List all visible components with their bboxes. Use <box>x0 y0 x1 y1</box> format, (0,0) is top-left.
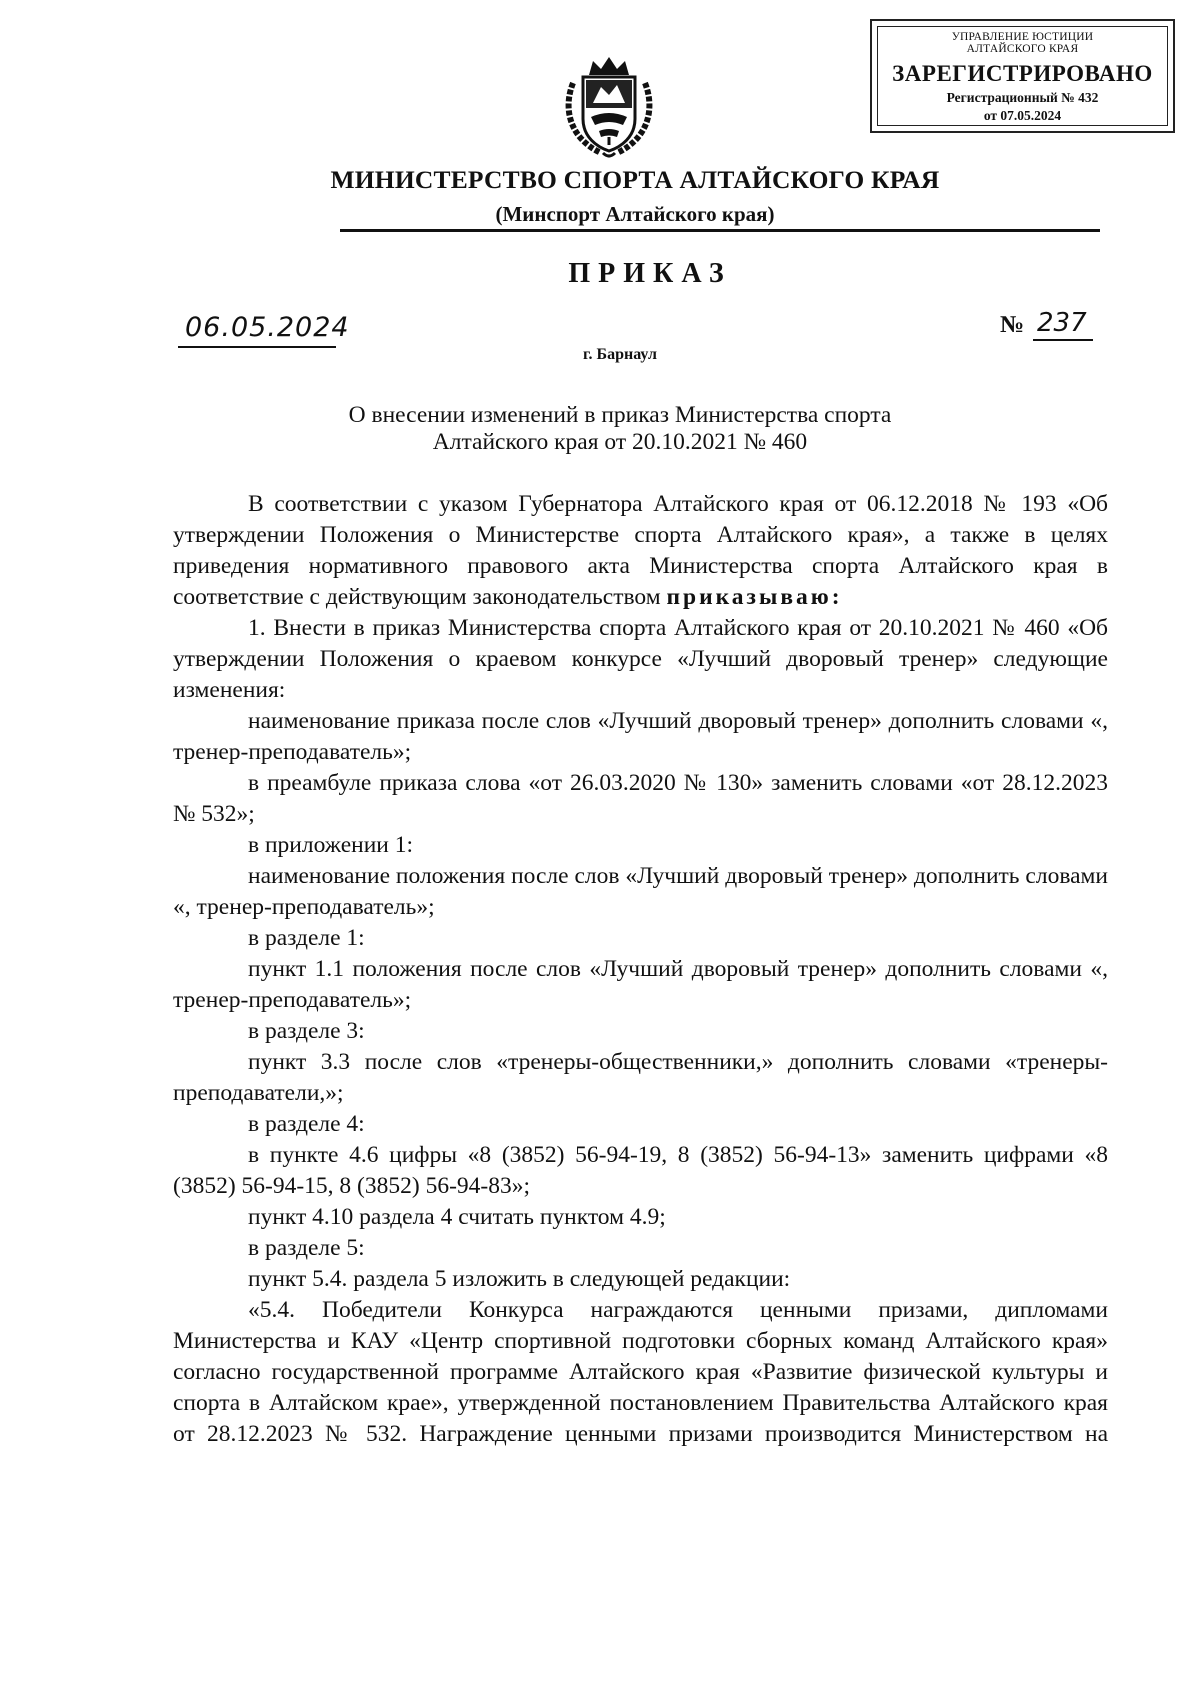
paragraph-item-1: 1. Внести в приказ Министерства спорта Алтайского края от 20.10.2021 № 460 «Об утверждении Положения о краевом конкурсе «Лучший дворовый тренер» следующие изменения: <box>173 615 1108 703</box>
stamp-org-line2: АЛТАЙСКОГО КРАЯ <box>966 43 1079 55</box>
paragraph-amendment: наименование положения после слов «Лучший дворовый тренер» дополнить словами «, тренер-преподаватель»; <box>173 863 1108 920</box>
order-keyword: приказываю: <box>666 584 843 610</box>
stamp-reg-date: от 07.05.2024 <box>983 108 1062 123</box>
number-underline <box>1033 339 1093 341</box>
ministry-name: МИНИСТЕРСТВО СПОРТА АЛТАЙСКОГО КРАЯ <box>330 165 940 194</box>
paragraph-section-heading: в разделе 4: <box>248 1111 365 1137</box>
order-number-label: № <box>1000 312 1025 338</box>
subject-line-1: О внесении изменений в приказ Министерства спорта <box>348 402 892 428</box>
paragraph-amendment: в пункте 4.6 цифры «8 (3852) 56-94-19, 8 (3852) 56-94-13» заменить цифрами «8 (3852) 56-94-15, 8 (3852) 56-94-83»; <box>173 1142 1108 1199</box>
date-underline <box>178 346 336 348</box>
stamp-status: ЗАРЕГИСТРИРОВАНО <box>892 61 1153 86</box>
document-type: ПРИКАЗ <box>568 258 732 289</box>
order-date: 06.05.2024 <box>185 312 350 343</box>
registration-stamp <box>870 19 1175 133</box>
paragraph-amendment: в преамбуле приказа слова «от 26.03.2020 № 130» заменить словами «от 28.12.2023 № 532»; <box>173 770 1108 827</box>
paragraph-section-heading: в разделе 3: <box>248 1018 365 1044</box>
paragraph-amendment: пункт 5.4. раздела 5 изложить в следующей редакции: <box>248 1266 791 1292</box>
paragraph-section-heading: в разделе 1: <box>248 925 365 951</box>
paragraph-amendment: пункт 3.3 после слов «тренеры-общественники,» дополнить словами «тренеры-преподаватели,»; <box>173 1049 1108 1106</box>
coat-of-arms-icon <box>559 53 659 163</box>
subject-line-2: Алтайского края от 20.10.2021 № 460 <box>432 429 808 455</box>
order-subject <box>240 402 1000 456</box>
stamp-reg-number: Регистрационный № 432 <box>946 90 1099 105</box>
paragraph-preamble <box>173 489 1108 613</box>
paragraph-amendment: пункт 1.1 положения после слов «Лучший дворовый тренер» дополнить словами «, тренер-преподаватель»; <box>173 956 1108 1013</box>
city: г. Барнаул <box>583 346 657 363</box>
paragraph-amendment: наименование приказа после слов «Лучший дворовый тренер» дополнить словами «, тренер-преподаватель»; <box>173 708 1108 765</box>
order-number: 237 <box>1037 308 1087 338</box>
paragraph-amendment: пункт 4.10 раздела 4 считать пунктом 4.9; <box>248 1204 666 1230</box>
paragraph-section-heading: в приложении 1: <box>248 832 414 858</box>
paragraph-new-wording: «5.4. Победители Конкурса награждаются ценными призами, дипломами Министерства и КАУ «Центр спортивной подготовки сборных команд Алтайского края» согласно государственной программе Алтайского края «Развитие физической культуры и спорта в Алтайском крае», утвержденной постановлением Правительства Алтайского края от 28.12.2023 № 532. Награждение ценными призами производится Министерством на <box>173 1297 1108 1447</box>
order-body <box>173 489 1108 1450</box>
ministry-short-name: (Минспорт Алтайского края) <box>495 202 775 226</box>
preamble-text: В соответствии с указом Губернатора Алтайского края от 06.12.2018 № 193 «Об утверждении Положения о Министерстве спорта Алтайского края», а также в целях приведения нормативного правового акта Министерства спорта Алтайского края в соответствие с действующим законодательством <box>173 491 1108 610</box>
paragraph-section-heading: в разделе 5: <box>248 1235 365 1261</box>
header-divider <box>340 229 1100 232</box>
stamp-org-line1: УПРАВЛЕНИЕ ЮСТИЦИИ <box>951 31 1094 43</box>
